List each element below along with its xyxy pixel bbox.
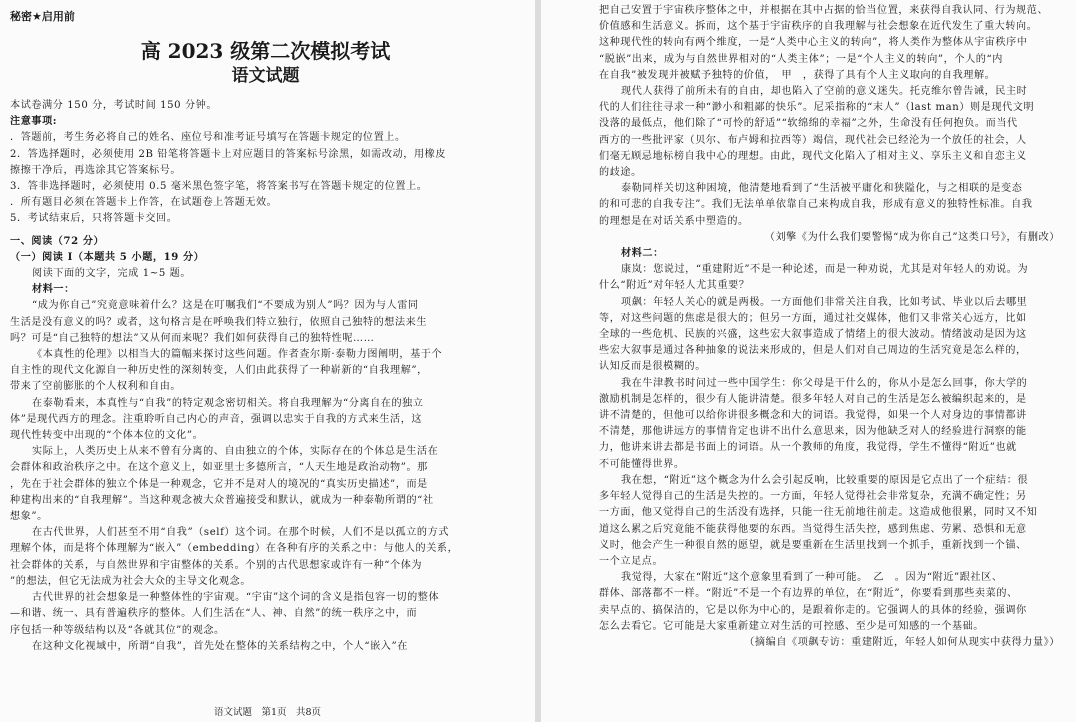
text-line: 生活是没有意义的吗？或者，这句格言是在呼唤我们特立独行，依照自己独特的想法来生 xyxy=(10,316,428,328)
text-line: 在自我”被发现并被赋予独特的价值， 甲 ，获得了具有个人主义取向的自我理解。 xyxy=(599,69,996,81)
text-line: 的理想是在对话关系中塑造的。 xyxy=(599,215,749,227)
note-item: ．所有题目必须在答题卡上作答，在试题卷上答题无效。 xyxy=(10,197,278,209)
note-item: 2．答选择题时，必须使用 2B 铅笔将答题卡上对应题目的答案标号涂黑，如需改动，用橡皮 xyxy=(10,148,447,160)
page-footer: 语文试题 第1页 共8页 xyxy=(213,707,322,718)
text-line: 道这么累之后究竟能不能获得他要的东西。当觉得生活失控，感到焦虑、劳累、恐惧和无意 xyxy=(599,523,1027,535)
text-line: ”的想法，但它无法成为社会大众的主导文化观念。 xyxy=(10,575,252,587)
note-item: 5．考试结束后，只将答题卡交回。 xyxy=(10,213,178,225)
text-line: 怎么去看它。它可能是大家重新建立对生活的可控感、至少是可知感的一个基础。 xyxy=(599,620,984,632)
text-line: 多年轻人觉得自己的生活是失控的。一方面，年轻人觉得社会非常复杂，充满不确定性；另 xyxy=(599,491,1027,503)
text-line: 我在牛津教书时问过一些中国学生：你父母是干什么的，你从小是怎么回事，你大学的 xyxy=(621,377,1028,389)
text-line: 义时，他会产生一种很自然的愿望，就是要重新在生活里找到一个抓手，重新找到一个锚、 xyxy=(599,539,1027,551)
text-line: 现代人获得了前所未有的自由，却也陷入了空前的意义迷失。托克维尔曾告诫，民主时 xyxy=(621,86,1028,98)
note-item: 擦擦干净后，再选涂其它答案标号。 xyxy=(10,164,182,176)
source-citation: （刘擎《为什么我们要警惕“成为你自己”这类口号》，有删改） xyxy=(764,231,1060,243)
text-line: 理解个体，而是将个体理解为“嵌入”（embedding）在各种有序的关系之中：与他人的关系， xyxy=(10,543,459,555)
text-line: 《本真性的伦理》以相当大的篇幅来探讨这些问题。作者查尔斯·泰勒力图阐明，基于个 xyxy=(32,349,443,361)
source-citation: （摘编自《项飙专访：重建附近，年轻人如何从现实中获得力量》） xyxy=(744,636,1060,648)
text-line: 在古代世界，人们甚至不用“自我”（self）这个词。在那个时候，人们不是以孤立的方式 xyxy=(32,527,450,539)
text-line: 不清楚，那他讲远方的事情肯定也讲不出什么意思来，因为他缺乏对人的经验进行洞察的能 xyxy=(599,426,1027,438)
text-line: 这种现代性的转向有两个维度，一是“人类中心主义的转向”，将人类作为整体从宇宙秩序中 xyxy=(599,37,1028,49)
instruction: 阅读下面的文字，完成 1~5 题。 xyxy=(32,268,192,280)
text-line: 力，他讲来讲去都是书面上的词语。从一个教师的角度，我觉得，学生不懂得“附近”也就 xyxy=(599,442,1017,454)
text-line: 些宏大叙事是通过各种抽象的说法来形成的，但是人们对自己周边的生活究竟是怎么样的， xyxy=(599,345,1027,357)
text-line: 等，对这些问题的焦虑是很大的；但另一方面，通过社交媒体，他们又非常关心远方，比如 xyxy=(599,312,1027,324)
text-line: 我在想，“附近”这个概念为什么会引起反响，比较重要的原因是它点出了一个症结：很 xyxy=(621,474,1029,486)
text-line: 序包括一种等级结构以及“各就其位”的观念。 xyxy=(10,624,225,636)
text-line: —和谐、统一、具有普遍秩序的整体。人们生活在“人、神、自然”的统一秩序之中，而 xyxy=(10,608,418,620)
text-line: 们毫无顾忌地标榜自我中心的理想。由此，现代文化陷入了相对主义、享乐主义和自恋主义 xyxy=(599,150,1027,162)
text-line: 带来了空前膨胀的个人权利和自由。 xyxy=(10,381,182,393)
text-line: ，先在于社会群体的独立个体是一种观念，它并不是对人的境况的“真实历史描述”，而是 xyxy=(10,478,428,490)
note-item: ．答题前，考生务必将自己的姓名、座位号和准考证号填写在答题卡规定的位置上。 xyxy=(10,132,406,144)
exam-title: 高 2023 级第二次模拟考试 xyxy=(140,39,391,63)
text-line: 在泰勒看来，本真性与“自我”的特定观念密切相关。将自我理解为“分离自在的独立 xyxy=(32,397,424,409)
text-line: 一方面，他又觉得自己的生活没有选择，只能一往无前地往前走。这造成他很累，同时又不知 xyxy=(599,507,1038,519)
text-line: 激励机制是怎样的，很少有人能讲清楚。很多年轻人对自己的生活是怎么被编织起来的，是 xyxy=(599,393,1027,405)
text-line: 吗？可是“自己独特的想法”又从何而来呢？我们如何获得自己的独特性呢…… xyxy=(10,332,375,344)
text-line: 会群体和政治秩序之中。在这个意义上，如亚里士多德所言，“人天生地是政治动物”。那 xyxy=(10,462,428,474)
text-line: 一个立足点。 xyxy=(599,555,664,567)
text-line: 项飙：年轻人关心的就是两极。一方面他们非常关注自我，比如考试、毕业以后去哪里 xyxy=(621,296,1028,308)
text-line: 我觉得，大家在“附近”这个意象里看到了一种可能。 乙 。因为“附近”跟社区、 xyxy=(621,572,1003,584)
text-line: “成为你自己”究竟意味着什么？这是在叮嘱我们“不要成为别人”吗？因为与人雷同 xyxy=(32,300,419,312)
text-line: 什么“附近”对年轻人尤其重要？ xyxy=(599,280,750,292)
text-line: 种建构出来的“自我理解”。当这种观念被大众普遍接受和默认，就成为一种泰勒所谓的“社 xyxy=(10,494,434,506)
exam-page-left xyxy=(0,0,535,722)
section-heading: 一、阅读（72 分） xyxy=(10,235,105,247)
exam-subtitle: 语文试题 xyxy=(231,66,300,86)
text-line: 西方的一些批评家（贝尔、布卢姆和拉西等）竭信，现代社会已经沦为一个放任的社会，人 xyxy=(599,134,1027,146)
text-line: 讲不清楚的，但他可以给你讲很多概念和大的词语。我觉得，如果一个人对身边的事情都讲 xyxy=(599,410,1027,422)
text-line: 全球的一些危机、民族的兴盛，这些宏大叙事造成了情绪上的很大波动。情绪波动是因为这 xyxy=(599,329,1027,341)
text-line: 认知反而是很模糊的。 xyxy=(599,361,706,373)
text-line: “脱嵌”出来，成为与自然世界相对的“人类主体”；一是“个人主义的转向”，个人的“内 xyxy=(599,53,1003,65)
text-line: 社会群体的关系，与自然世界和宇宙整体的关系。个别的古代思想家或许有一种“个体为 xyxy=(10,559,423,571)
text-line: 群体、部落都不一样。“附近”不是一个有边界的单位，在“附近”，你要看到那些卖菜的、 xyxy=(599,588,1018,600)
text-line: 自主性的现代文化源自一种历史性的深刻转变，人们由此获得了一种崭新的“自我理解”， xyxy=(10,365,428,377)
exam-info: 本试卷满分 150 分，考试时间 150 分钟。 xyxy=(10,100,218,111)
text-line: 卖早点的、搞保洁的，它是以你为中心的，是跟着你走的。它强调人的具体的经验，强调你 xyxy=(599,604,1027,616)
text-line: 代的人们往往寻求一种“渺小和粗鄙的快乐”。尼采指称的“末人”（last man）则是现代文明 xyxy=(599,102,1035,114)
text-line: 想象”。 xyxy=(10,511,48,523)
text-line: 不可能懂得世界。 xyxy=(599,458,685,470)
text-line: 的和可悲的自我专注”。我们无法单单依靠自己来构成自我，形成有意义的独特性标准。自我 xyxy=(599,199,1033,211)
text-line: 价值感和生活意义。拆而，这个基于宇宙秩序的自我理解与社会想象在近代发生了重大转向。 xyxy=(599,21,1038,33)
subsection-heading: （一）阅读 I（本题共 5 小题，19 分） xyxy=(10,251,205,263)
secret-label: 秘密★启用前 xyxy=(10,10,75,23)
text-line: 在这种文化视域中，所谓“自我”，首先处在整体的关系结构之中，个人“嵌入”在 xyxy=(32,640,408,652)
text-line: 没落的最低点，他们除了“可怜的舒适”“软绵绵的幸福”之外，生命没有任何抱负。而当代 xyxy=(599,118,1018,130)
note-item: 3．答非选择题时，必须使用 0.5 毫米黑色签字笔，将答案书写在答题卡规定的位置上。 xyxy=(10,181,428,193)
text-line: 的歧途。 xyxy=(599,167,642,179)
text-line: 现代性转变中出现的“个体本位的文化”。 xyxy=(10,430,204,442)
text-line: 实际上，人类历史上从来不曾有分离的、自由独立的个体，实际存在的个体总是生活在 xyxy=(32,446,439,458)
exam-page-right xyxy=(541,0,1076,722)
text-line: 泰勒同样关切这种困境，他清楚地看到了“生活被平庸化和狭隘化，与之相联的是变态 xyxy=(621,183,1023,195)
material-label: 材料二： xyxy=(621,248,664,260)
text-line: 古代世界的社会想象是一种整体性的宇宙观。“宇宙”这个词的含义是指包容一切的整体 xyxy=(32,592,440,604)
material-label: 材料一： xyxy=(32,284,75,296)
text-line: 体”是现代西方的理念。注重聆听自己内心的声音，强调以忠实于自我的方式来生活，这 xyxy=(10,413,423,425)
notes-heading: 注意事项: xyxy=(10,116,58,128)
text-line: 把自己安置于宇宙秩序整体之中，并根据在其中占据的恰当位置，来获得自我认同、行为规范、 xyxy=(599,5,1049,16)
text-line: 康岚：您说过，“重建附近”不是一种论述，而是一种劝说，尤其是对年轻人的劝说。为 xyxy=(621,264,1029,276)
